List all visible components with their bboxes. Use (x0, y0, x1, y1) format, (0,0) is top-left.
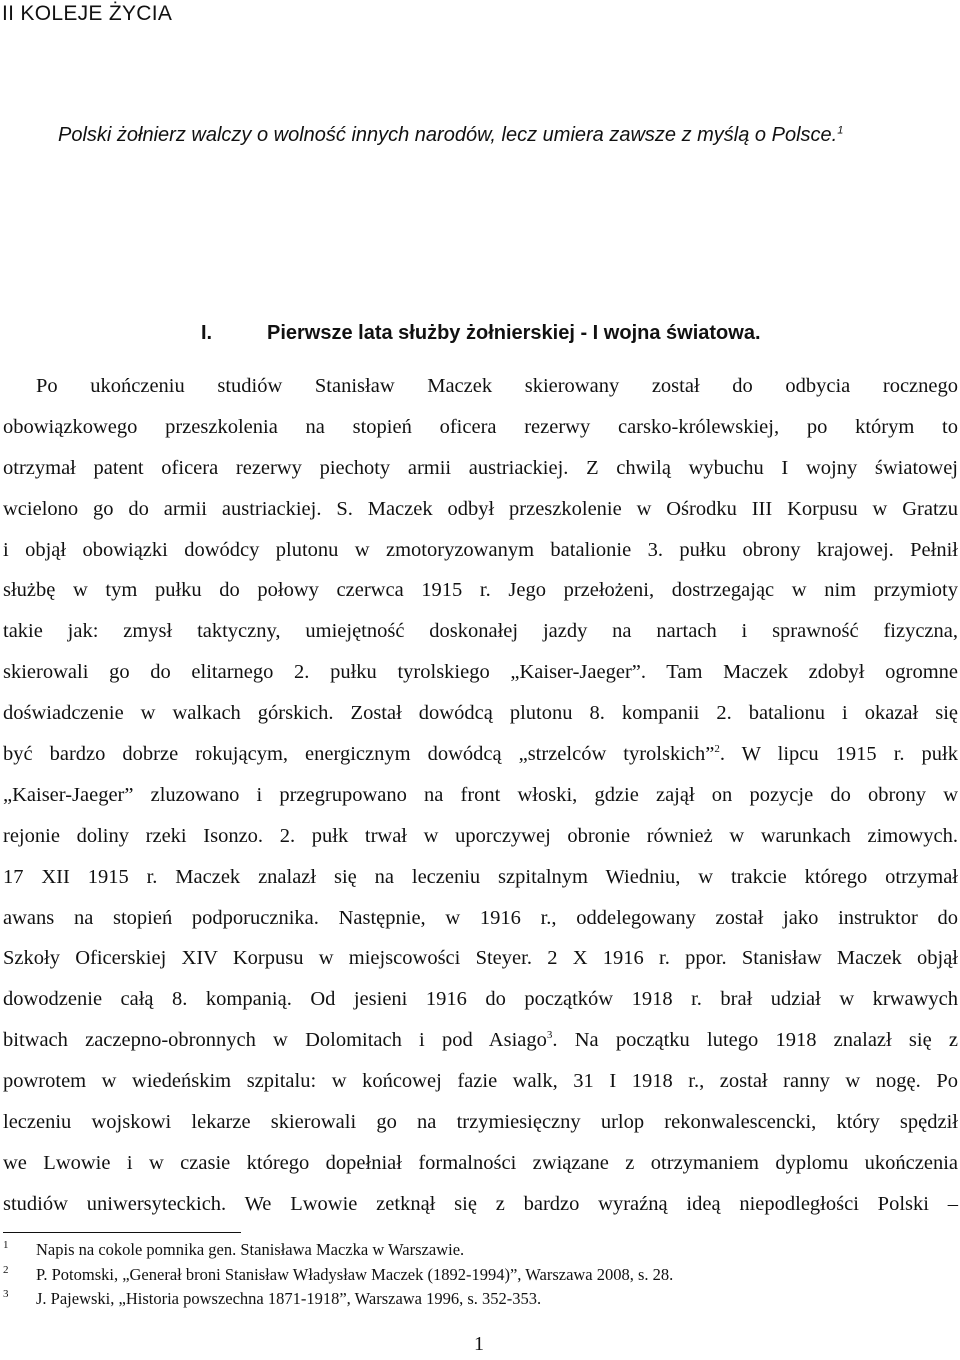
section-title: Pierwsze lata służby żołnierskiej - I wojna światowa. (267, 322, 761, 344)
footnote-number: 1 (3, 1239, 9, 1251)
body-line: otrzymał patent oficera rezerwy piechoty armii austriackiej. Z chwilą wybuchu I wojny światowej (3, 456, 958, 479)
body-line: doświadczenie w walkach górskich. Został dowódcą plutonu 8. kompanii 2. batalionu i okazał się (3, 702, 958, 725)
body-line: rejonie doliny rzeki Isonzo. 2. pułk trwał w uporczywej obronie również w warunkach zimowych. (3, 824, 958, 847)
body-line-with-footnote (3, 734, 958, 775)
section-heading (201, 322, 761, 345)
motto-footnote-ref[interactable]: 1 (837, 124, 844, 137)
footnote-item (3, 1240, 903, 1265)
body-line: i objął obowiązki dowódcy plutonu w zmotoryzowanym batalionie 3. pułku obrony krajowej. Pełnił (3, 538, 958, 561)
body-line-with-footnote (3, 1020, 958, 1061)
page-number: 1 (474, 1333, 484, 1355)
body-line: powrotem w wiedeńskim szpitalu: w końcowej fazie walk, 31 I 1918 r., został ranny w nogę. Po (3, 1070, 958, 1093)
body-line: skierowali go do elitarnego 2. pułku tyrolskiego „Kaiser-Jaeger”. Tam Maczek zdobył ogromne (3, 661, 958, 684)
footnote-number: 2 (3, 1263, 9, 1276)
body-line-text: być bardzo dobrze rokującym, energicznym dowódcą „strzelców tyrolskich” (3, 743, 715, 766)
footnote-text: J. Pajewski, „Historia powszechna 1871-1918”, Warszawa 1996, s. 352-353. (36, 1289, 542, 1308)
footnote-item (3, 1265, 903, 1290)
body-line: leczeniu wojskowi lekarze skierowali go na trzymiesięczny urlop rekonwalescencki, który spędził (3, 1111, 958, 1134)
body-line: awans na stopień podporucznika. Następnie, w 1916 r., oddelegowany został jako instruktor do (3, 906, 958, 929)
footnote-text: Napis na cokole pomnika gen. Stanisława Maczka w Warszawie. (36, 1240, 465, 1259)
body-line: takie jak: zmysł taktyczny, umiejętność doskonałej jazdy na nartach i sprawność fizyczna, (3, 620, 958, 643)
body-line: dowodzenie całą 8. kompanią. Od jesieni 1916 do początków 1918 r. brał udział w krwawych (3, 988, 958, 1011)
body-line: wcielono go do armii austriackiej. S. Maczek odbył przeszkolenie w Ośrodku III Korpusu w Gratzu (3, 497, 958, 520)
body-line: we Lwowie i w czasie którego dopełniał formalności związane z otrzymaniem dyplomu ukończenia (3, 1151, 958, 1174)
footnote-number: 3 (3, 1288, 9, 1300)
footnotes (3, 1240, 903, 1314)
body-line: studiów uniwersyteckich. We Lwowie zetknął się z bardzo wyraźną ideą niepodległości Polski – (3, 1192, 958, 1215)
body-line-text: bitwach zaczepno-obronnych w Dolomitach i pod Asiago (3, 1029, 547, 1052)
motto-quote (58, 124, 843, 147)
chapter-title: II KOLEJE ŻYCIA (2, 2, 173, 25)
body-line: służbę w tym pułku do połowy czerwca 1915 r. Jego przełożeni, dostrzegając w nim przymioty (3, 579, 958, 602)
section-number: I. (201, 322, 213, 344)
footnote-ref-3[interactable]: 3 (546, 1029, 553, 1042)
footnote-item (3, 1289, 903, 1314)
body-line: obowiązkowego przeszkolenia na stopień oficera rezerwy carsko-królewskiej, po którym to (3, 415, 958, 438)
body-paragraph (3, 366, 958, 1225)
body-line-tail: . Na początku lutego 1918 znalazł się z (552, 1029, 958, 1052)
body-line: 17 XII 1915 r. Maczek znalazł się na leczeniu szpitalnym Wiedniu, w trakcie którego otrzymał (3, 865, 958, 888)
body-line: Po ukończeniu studiów Stanisław Maczek skierowany został do odbycia rocznego (36, 375, 958, 397)
footnote-separator (3, 1232, 241, 1233)
footnote-ref-2[interactable]: 2 (714, 743, 720, 756)
motto-text: Polski żołnierz walczy o wolność innych narodów, lecz umiera zawsze z myślą o Polsce. (58, 124, 838, 146)
body-line: „Kaiser-Jaeger” zluzowano i przegrupowano na front włoski, gdzie zajął on pozycje do obrony w (3, 783, 958, 806)
body-line-tail: . W lipcu 1915 r. pułk (719, 743, 958, 766)
footnote-text: P. Potomski, „Generał broni Stanisław Władysław Maczek (1892-1994)”, Warszawa 2008, s. 28. (36, 1264, 674, 1284)
body-line: Szkoły Oficerskiej XIV Korpusu w miejscowości Steyer. 2 X 1916 r. ppor. Stanisław Maczek objął (3, 947, 958, 970)
